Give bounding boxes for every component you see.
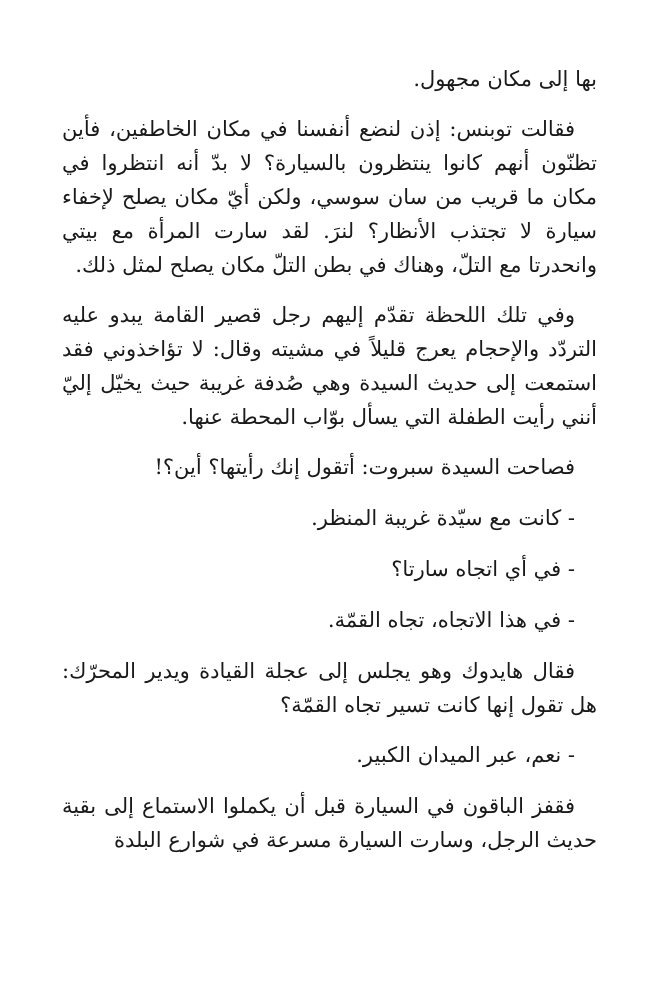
paragraph-haydock: فقال هايدوك وهو يجلس إلى عجلة القيادة ويدير المحرّك: هل تقول إنها كانت تسير تجاه القمّة؟ xyxy=(62,659,597,717)
paragraph-tuppence-speech: فقالت توبنس: إذن لنضع أنفسنا في مكان الخاطفين، فأين تظنّون أنهم كانوا ينتظرون بالسيارة؟ لا بدّ أنه انتظروا في مكان ما قريب من سان سوسي، ولكن أيّ مكان يصلح لإخفاء سيارة لا تجتذب الأنظار؟ لنرَ. لقد سارت المرأة مع بيتي وانحدرتا مع التلّ، وهناك في بطن التلّ مكان يصلح لمثل ذلك. xyxy=(62,117,597,277)
dialog-line-sprot: فصاحت السيدة سبروت: أتقول إنك رأيتها؟ أين؟! xyxy=(154,455,575,479)
dialog-line-strange-woman: - كانت مع سيّدة غريبة المنظر. xyxy=(311,506,575,530)
dialog-line-direction-answer: - في هذا الاتجاه، تجاه القمّة. xyxy=(327,608,575,632)
dialog-line-direction-question: - في أي اتجاه سارتا؟ xyxy=(391,557,575,581)
paragraph-man-approaches: وفي تلك اللحظة تقدّم إليهم رجل قصير القامة يبدو عليه التردّد والإحجام يعرج قليلاً في مشيته وقال: لا تؤاخذوني فقد استمعت إلى حديث السيدة وهي صُدفة غريبة حيث يخيّل إليّ أنني رأيت الطفلة التي يسأل بوّاب المحطة عنها. xyxy=(62,303,597,429)
book-page-text xyxy=(62,62,597,873)
paragraph-continuation: بها إلى مكان مجهول. xyxy=(413,67,597,91)
dialog-line-square: - نعم، عبر الميدان الكبير. xyxy=(356,743,575,767)
paragraph-car-departs: فقفز الباقون في السيارة قبل أن يكملوا الاستماع إلى بقية حديث الرجل، وسارت السيارة مسرعة في شوارع البلدة xyxy=(62,794,597,852)
